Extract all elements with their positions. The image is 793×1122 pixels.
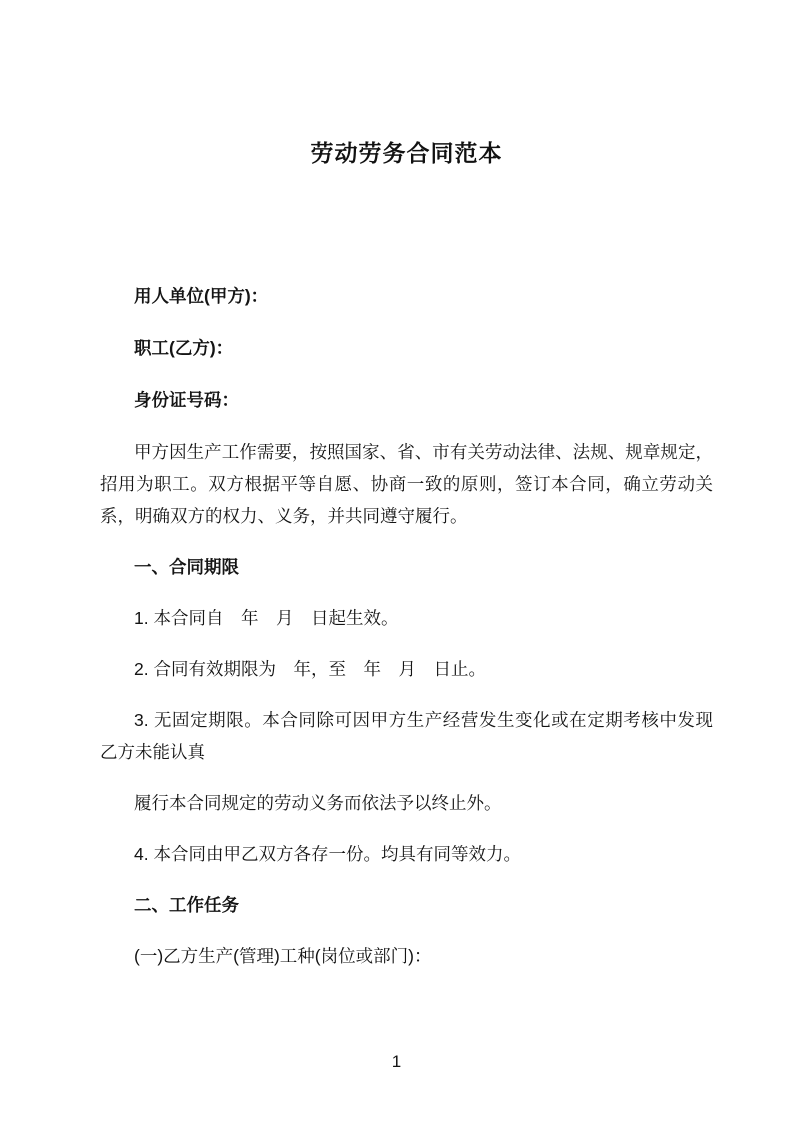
clause-1-3: 3. 无固定期限。本合同除可因甲方生产经营发生变化或在定期考核中发现乙方未能认真 (100, 710, 713, 762)
clause-1-3-continued: 履行本合同规定的劳动义务而依法予以终止外。 (134, 793, 502, 813)
document-title: 劳动劳务合同范本 (310, 140, 503, 166)
party-a-label: 用人单位(甲方)： (134, 286, 269, 306)
section-1-heading: 一、合同期限 (134, 557, 239, 577)
preamble-paragraph: 甲方因生产工作需要，按照国家、省、市有关劳动法律、法规、规章规定，招用为职工。双方根据平等自愿、协商一致的原则，签订本合同，确立劳动关系，明确双方的权力、义务，并共同遵守履行。 (100, 442, 713, 526)
clause-2-1: (一)乙方生产(管理)工种(岗位或部门)： (134, 946, 432, 966)
section-2-heading: 二、工作任务 (134, 895, 239, 915)
page-number: 1 (391, 1052, 402, 1071)
clause-1-1: 1. 本合同自 年 月 日起生效。 (134, 608, 399, 628)
party-b-label: 职工(乙方)： (134, 338, 234, 358)
id-number-label: 身份证号码： (134, 390, 239, 410)
clause-1-4: 4. 本合同由甲乙双方各存一份。均具有同等效力。 (134, 844, 521, 864)
clause-1-2: 2. 合同有效期限为 年，至 年 月 日止。 (134, 659, 486, 679)
